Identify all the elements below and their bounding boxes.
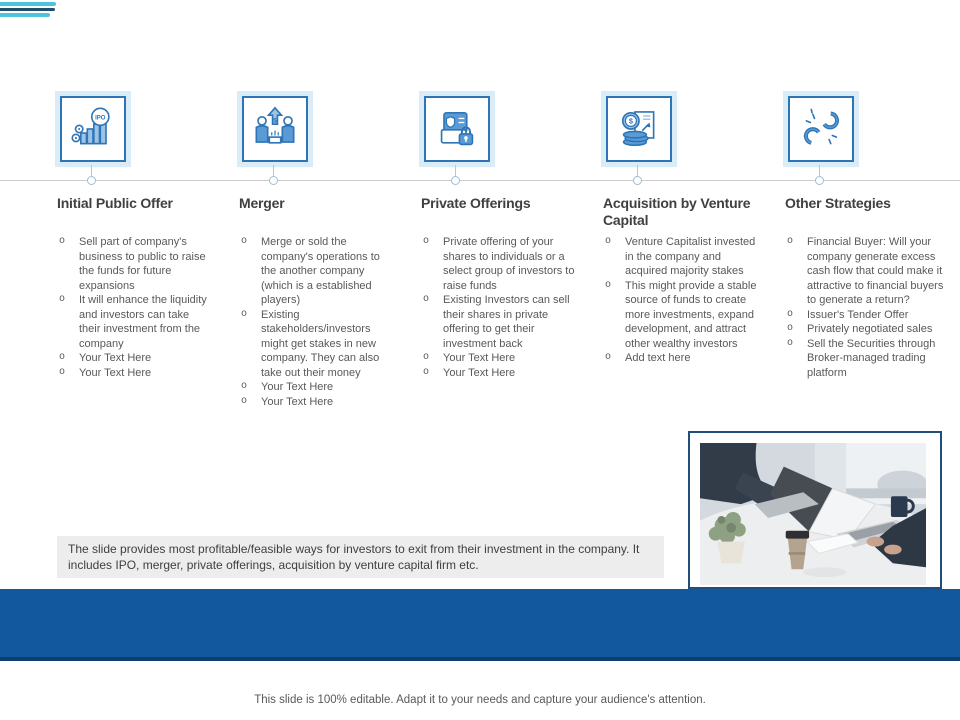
bullet-item: o Your Text Here xyxy=(239,380,394,395)
bullet-item: o Existing Investors can sell their shares in private offering to get their investment back xyxy=(421,293,576,351)
column-acquisition-venture-capital xyxy=(603,195,758,364)
bullet-item: o It will enhance the liquidity and investors can take their investment from the company xyxy=(57,293,212,351)
column-title: Acquisition by Venture Capital xyxy=(603,195,751,228)
logo-stripe-dark xyxy=(0,8,55,12)
bullet-list xyxy=(785,235,947,380)
bottom-accent-bar xyxy=(0,589,960,661)
bullet-item: o Your Text Here xyxy=(239,395,394,410)
bullet-item: o Your Text Here xyxy=(57,351,212,366)
timeline-node-4 xyxy=(633,176,642,185)
bullet-item: o Your Text Here xyxy=(57,366,212,381)
column-title: Private Offerings xyxy=(421,195,531,211)
bullet-item: o Issuer's Tender Offer xyxy=(785,308,947,323)
bullet-item: o Venture Capitalist invested in the company and acquired majority stakes xyxy=(603,235,758,279)
bullet-list xyxy=(421,235,576,380)
bullet-item: o Financial Buyer: Will your company generate excess cash flow that could make it attractive to financial buyers to generate a return? xyxy=(785,235,947,308)
office-photo xyxy=(700,443,926,585)
summary-text: The slide provides most profitable/feasible ways for investors to exit from their investment in the company. It includes IPO, merger, private offerings, acquisition by venture capital firm etc. xyxy=(68,541,640,572)
column-title: Merger xyxy=(239,195,285,211)
column-other-strategies xyxy=(785,195,947,379)
column-initial-public-offer xyxy=(57,195,212,379)
bullet-item: o Your Text Here xyxy=(421,366,576,381)
editable-note: This slide is 100% editable. Adapt it to your needs and capture your audience's attention. xyxy=(254,694,706,706)
svg-text:IPO: IPO xyxy=(95,114,106,122)
bullet-item: o Add text here xyxy=(603,351,758,366)
column-title: Other Strategies xyxy=(785,195,891,211)
bullet-item: o Privately negotiated sales xyxy=(785,322,947,337)
bullet-item: o This might provide a stable source of funds to create more investments, expand development, and attract other wealthy investors xyxy=(603,279,758,352)
bullet-list xyxy=(57,235,212,380)
broken-chain-icon xyxy=(788,96,854,162)
timeline-node-1 xyxy=(87,176,96,185)
bullet-item: o Private offering of your shares to individuals or a select group of investors to raise funds xyxy=(421,235,576,293)
svg-text:$: $ xyxy=(628,116,633,126)
logo-stripe-light-bottom xyxy=(0,13,50,17)
bullet-item: o Sell part of company's business to public to raise the funds for future expansions xyxy=(57,235,212,293)
brand-logo xyxy=(0,2,60,18)
money-document-coins-icon xyxy=(606,96,672,162)
timeline-node-3 xyxy=(451,176,460,185)
svg-text:$: $ xyxy=(273,117,277,125)
ipo-bar-chart-icon xyxy=(60,96,126,162)
bullet-item: o Existing stakeholders/investors might get stakes in new company. They can also take out their money xyxy=(239,308,394,381)
timeline-node-5 xyxy=(815,176,824,185)
secure-document-lock-icon xyxy=(424,96,490,162)
column-title: Initial Public Offer xyxy=(57,195,173,211)
bullet-list xyxy=(603,235,758,366)
column-merger xyxy=(239,195,394,408)
summary-box xyxy=(57,536,664,578)
office-photo-frame xyxy=(688,431,942,589)
bullet-item: o Sell the Securities through Broker-managed trading platform xyxy=(785,337,947,381)
merger-people-arrow-icon xyxy=(242,96,308,162)
logo-stripe-light-top xyxy=(0,2,56,6)
timeline-node-2 xyxy=(269,176,278,185)
column-private-offerings xyxy=(421,195,576,379)
bullet-item: o Merge or sold the company's operations to the another company (which is a established players) xyxy=(239,235,394,308)
bullet-item: o Your Text Here xyxy=(421,351,576,366)
bullet-list xyxy=(239,235,394,409)
